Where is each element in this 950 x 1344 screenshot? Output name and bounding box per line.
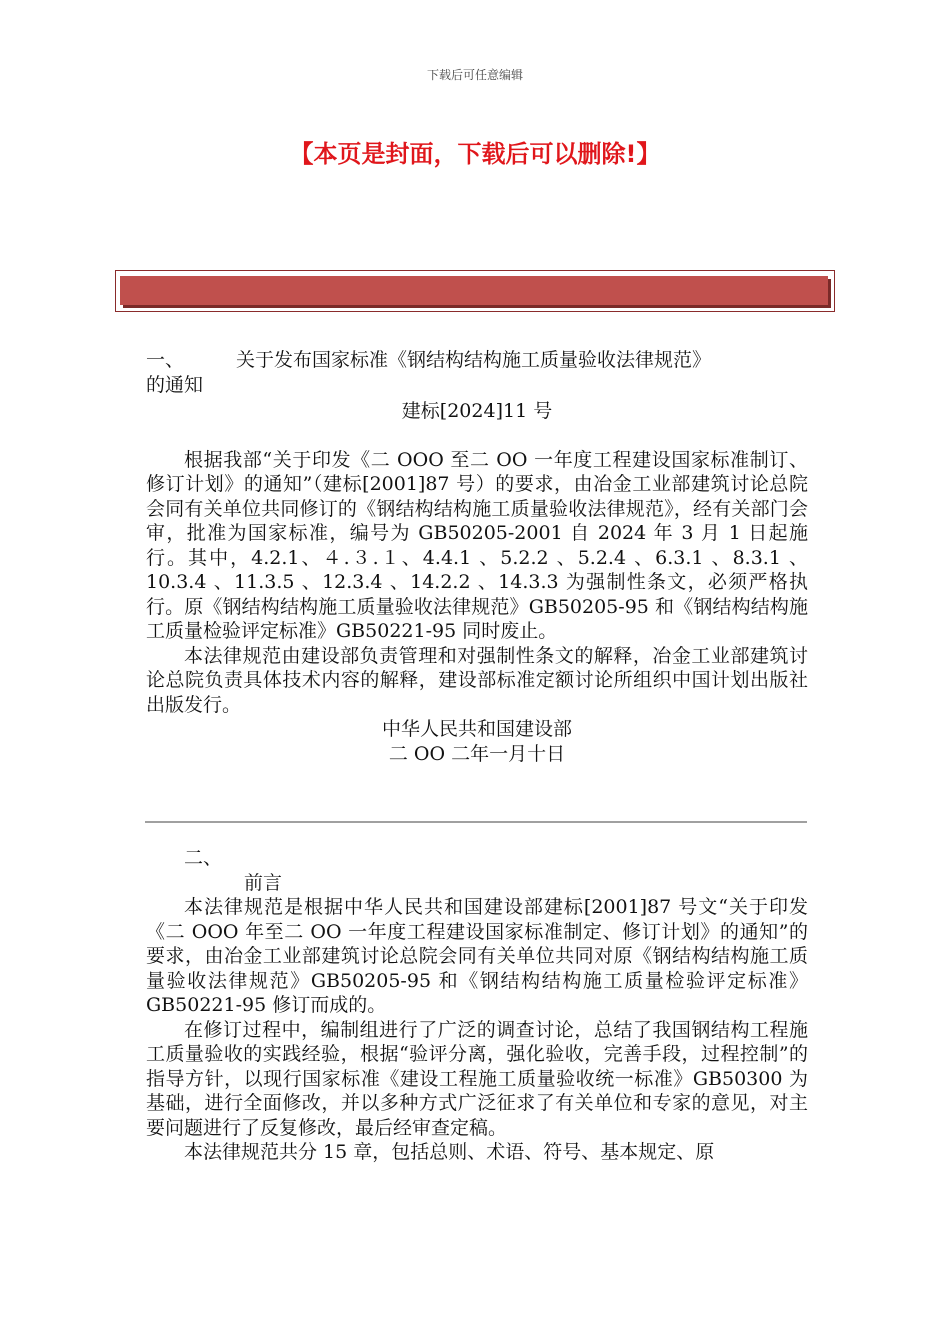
section-divider [145,821,807,823]
section-1-title: 关于发布国家标准《钢结构结构施工质量验收法律规范》 [236,349,712,371]
section-1-paragraph: 本法律规范由建设部负责管理和对强制性条文的解释，冶金工业部建筑讨论总院负责具体技术内容的解释，建设部标准定额讨论所组织中国计划出版社出版发行。 [146,644,808,716]
section-1-number: 一、 [146,349,185,371]
decorative-banner [115,270,835,312]
doc-number: 建标[2024]11 号 [401,400,553,422]
section-1-title-cont: 的通知 [146,373,204,396]
page-header-note: 下载后可任意编辑 [426,68,523,82]
section-2-title: 前言 [244,871,283,894]
banner-fill [120,276,828,305]
section-1-heading [146,348,808,373]
issue-date: 二 OO 二年一月十日 [388,742,566,765]
cover-delete-notice: 【本页是封面，下载后可以删除!】 [289,140,661,168]
section-2 [146,846,808,1165]
section-2-paragraph: 本法律规范是根据中华人民共和国建设部建标[2001]87 号文“关于印发《二 OOO 年至二 OO 一年度工程建设国家标准制定、修订计划》的通知”的要求，由冶金工业部建筑讨论总院会同有关单位共同对原《钢结构结构施工质量验收法律规范》GB50205-95 和《钢结构结构施工质量检验评定标准》GB50221-95 修订而成的。 [146,896,808,1016]
section-1 [146,348,808,766]
section-1-paragraph: 根据我部“关于印发《二 OOO 至二 OO 一年度工程建设国家标准制订、修订计划》的通知”（建标[2001]87 号）的要求，由冶金工业部建筑讨论总院会同有关单位共同修订的《钢结构结构施工质量验收法律规范》，经有关部门会审，批准为国家标准，编号为 GB50205-2001 自 2024 年 3 月 1 日起施行。其中，4.2.1、４.３.１、4.4.1 、5.2.2 、5.2.4 、6.3.1 、8.3.1 、10.3.4 、11.3.5 、12.3.4 、14.2.2 、14.3.3 为强制性条文，必须严格执行。原《钢结构结构施工质量验收法律规范》GB50205-95 和《钢结构结构施工质量检验评定标准》GB50221-95 同时废止。 [146,448,808,642]
issuer: 中华人民共和国建设部 [381,718,572,740]
section-2-paragraph: 本法律规范共分 15 章，包括总则、术语、符号、基本规定、原 [184,1141,715,1163]
section-2-number: 二、 [184,847,223,869]
section-2-paragraph: 在修订过程中，编制组进行了广泛的调查讨论，总结了我国钢结构工程施工质量验收的实践经验，根据“验评分离，强化验收，完善手段，过程控制”的指导方针，以现行国家标准《建设工程施工质量验收统一标准》GB50300 为基础，进行全面修改，并以多种方式广泛征求了有关单位和专家的意见，对主要问题进行了反复修改，最后经审查定稿。 [146,1018,808,1139]
